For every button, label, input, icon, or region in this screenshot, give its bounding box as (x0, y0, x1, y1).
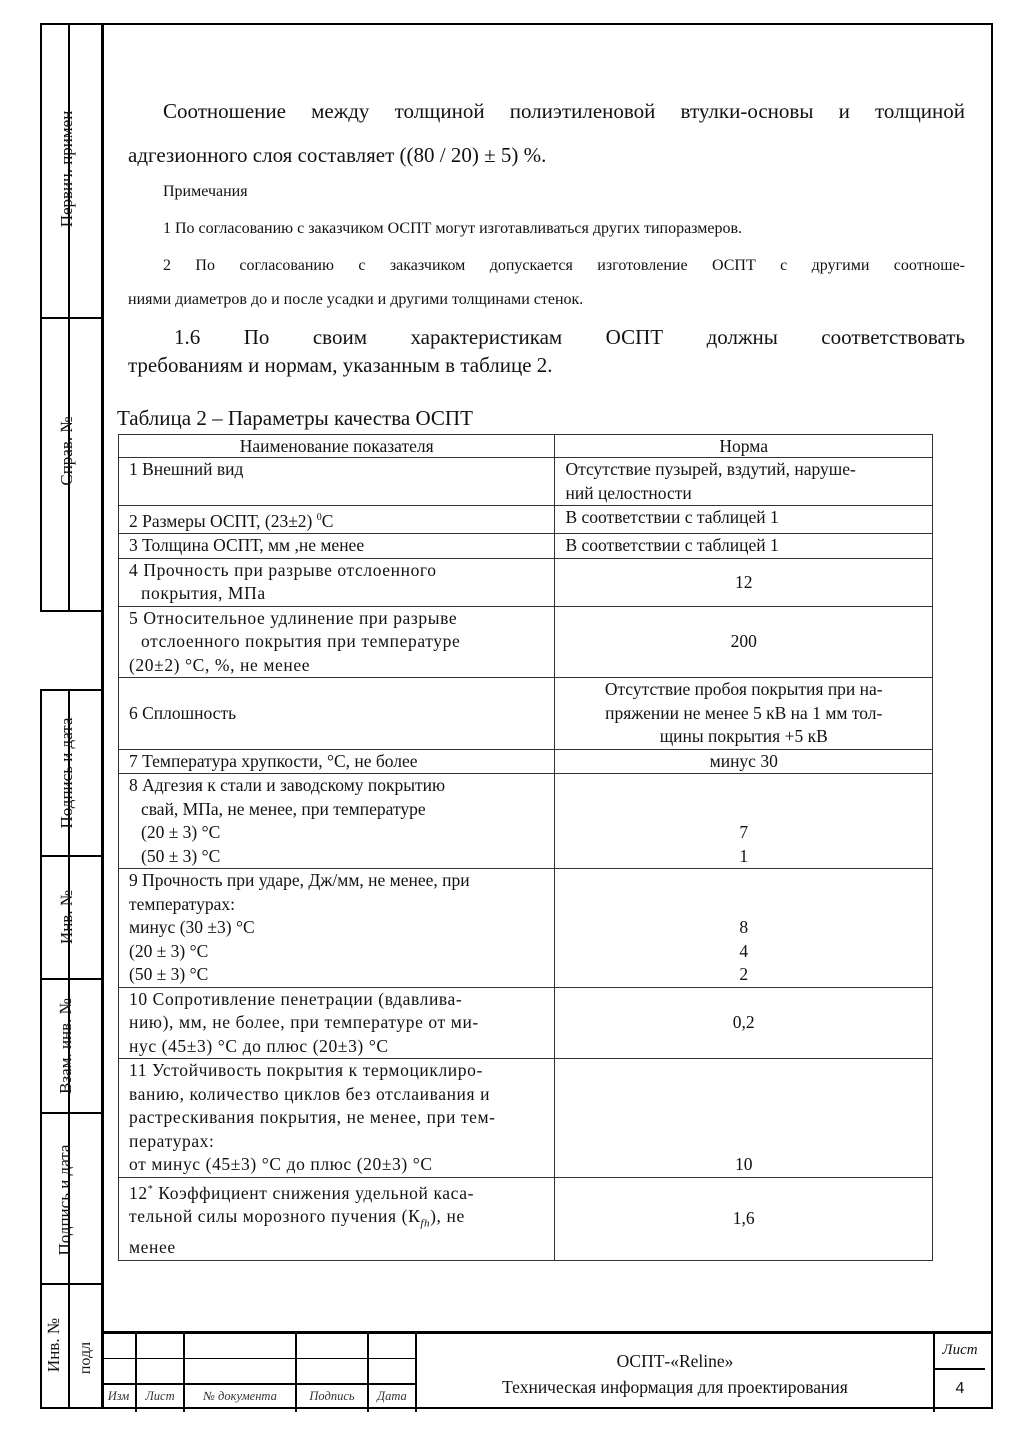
stamp-cell-perv-primen (40, 23, 103, 319)
stamp-label: Инв. № (57, 889, 76, 945)
row-name: (20 ± 3) °С (141, 822, 221, 843)
table-row (119, 774, 933, 869)
row-name: (20±2) °С, %, не менее (129, 654, 311, 675)
header-indicator-name: Наименование показателя (119, 435, 555, 458)
paragraph-1-6-line2: требованиям и нормам, указанным в таблице 2. (128, 353, 553, 377)
row-norm: 1,6 (732, 1207, 755, 1228)
degree-superscript: 0 (316, 512, 322, 523)
header-norm: Норма (555, 435, 933, 458)
stamp-cell-inv-no (40, 855, 103, 980)
sheet-label: Лист (942, 1342, 978, 1358)
row-name: нию), мм, не более, при температуре от ми- (129, 1012, 479, 1033)
row-norm: щины покрытия +5 кВ (659, 726, 828, 747)
table-row (119, 987, 933, 1059)
row-name: С (321, 510, 334, 531)
row-norm: В соответствии с таблицей 1 (565, 535, 779, 556)
stamp-label: Подпись и дата (55, 1144, 74, 1256)
table-row (119, 1177, 933, 1260)
note-2-line1: 2 По согласованию с заказчиком допускается изготовление ОСПТ с другими соотноше- (163, 257, 965, 274)
row-norm: 1 (739, 845, 749, 866)
row-norm: 0,2 (732, 1012, 755, 1033)
stamp-label: Первич. примен (57, 110, 76, 228)
table-row (119, 678, 933, 750)
table-row (119, 606, 933, 678)
row-name: температурах: (129, 893, 235, 914)
title-col-date: Дата (377, 1389, 407, 1403)
row-name: свай, МПа, не менее, при температуре (141, 798, 426, 819)
table-row (119, 558, 933, 606)
table-row (119, 506, 933, 534)
row-norm: ний целостности (565, 482, 692, 503)
row-norm: 200 (730, 631, 757, 652)
stamp-label: Справ. № (57, 416, 76, 486)
row-name: менее (129, 1237, 176, 1258)
notes-title: Примечания (163, 183, 248, 200)
row-name: 11 Устойчивость покрытия к термоциклиро- (129, 1060, 483, 1081)
table-row (119, 749, 933, 774)
table-caption: Таблица 2 – Параметры качества ОСПТ (117, 406, 473, 430)
paragraph-1-6-line1: 1.6 По своим характеристикам ОСПТ должны соответствовать (174, 325, 965, 349)
footnote-asterisk: * (147, 1183, 154, 1195)
stamp-cell-podpis-data-2 (40, 1112, 103, 1285)
row-name: 10 Сопротивление пенетрации (вдавлива- (129, 988, 463, 1009)
stamp-sublabel: подл (77, 1341, 94, 1375)
row-norm: Отсутствие пробоя покрытия при на- (604, 679, 883, 700)
frame-right-border (991, 23, 993, 1409)
stamp-cell-vzam-inv-no (40, 978, 103, 1114)
stamp-label: Подпись и дата (57, 717, 76, 829)
paragraph-ratio-line1: Соотношение между толщиной полиэтиленовой втулки-основы и толщиной (163, 99, 965, 123)
row-norm: пряжении не менее 5 кВ на 1 мм тол- (605, 702, 883, 723)
table-row (119, 534, 933, 559)
row-name: 6 Сплошность (129, 702, 237, 723)
table-row (119, 458, 933, 506)
row-name: 12 (129, 1182, 148, 1203)
table-row (119, 1059, 933, 1178)
note-2-line2: ниями диаметров до и после усадки и другими толщинами стенок. (128, 291, 584, 308)
row-name: отслоенного покрытия при температуре (141, 631, 461, 652)
stamp-cell-inv-no-podl (40, 1283, 103, 1409)
row-norm: минус 30 (709, 750, 778, 771)
row-name: ванию, количество циклов без отслаивания и (129, 1083, 491, 1104)
stamp-label: Взам. инв. № (56, 998, 75, 1094)
stamp-cell-podpis-data-1 (40, 689, 103, 857)
row-name: Коэффициент снижения удельной каса- (153, 1182, 475, 1203)
row-name: нус (45±3) °С до плюс (20±3) °С (129, 1035, 389, 1056)
document-title: ОСПТ-«Reline» (616, 1351, 734, 1371)
row-name: 8 Адгезия к стали и заводскому покрытию (129, 775, 446, 796)
row-name: пературах: (129, 1130, 215, 1151)
frame-top-border (40, 23, 993, 25)
subscript-fh: fh (420, 1217, 431, 1230)
row-norm: В соответствии с таблицей 1 (565, 507, 779, 527)
row-name: 3 Толщина ОСПТ, мм ,не менее (129, 535, 365, 556)
table-row (119, 869, 933, 988)
title-col-doc-number: № документа (203, 1389, 277, 1403)
row-name: (20 ± 3) °С (129, 940, 209, 961)
row-name: 5 Относительное удлинение при разрыве (129, 607, 458, 628)
document-subtitle: Техническая информация для проектирования (502, 1377, 848, 1397)
row-name: (50 ± 3) °С (129, 964, 209, 985)
title-col-list: Лист (145, 1389, 175, 1403)
title-col-signature: Подпись (309, 1389, 355, 1403)
row-name: (50 ± 3) °С (141, 845, 221, 866)
row-norm: Отсутствие пузырей, вздутий, наруше- (565, 459, 856, 479)
quality-parameters-table (118, 434, 933, 1261)
row-norm: 10 (734, 1154, 753, 1175)
paragraph-ratio-line2: адгезионного слоя составляет ((80 / 20) ± 5) %. (128, 143, 547, 167)
row-name: 4 Прочность при разрыве отслоенного (129, 559, 437, 580)
row-norm: 7 (739, 822, 749, 843)
row-norm: 2 (739, 964, 749, 985)
row-name: 1 Внешний вид (129, 459, 244, 479)
row-norm: 12 (734, 571, 753, 592)
row-name: растрескивания покрытия, не менее, при тем- (129, 1107, 496, 1128)
stamp-label: Инв. № (44, 1317, 63, 1373)
table-header-row (119, 435, 933, 458)
row-norm: 4 (739, 940, 749, 961)
note-1: 1 По согласованию с заказчиком ОСПТ могут изготавливаться других типоразмеров. (163, 220, 743, 237)
row-name: 2 Размеры ОСПТ, (23±2) (129, 510, 317, 531)
stamp-cell-sprav-no (40, 317, 103, 612)
sheet-number: 4 (955, 1380, 965, 1397)
row-name: 7 Температура хрупкости, °С, не более (129, 750, 418, 771)
row-norm: 8 (739, 917, 749, 938)
row-name: минус (30 ±3) °С (129, 917, 255, 938)
row-name: 9 Прочность при ударе, Дж/мм, не менее, при (129, 870, 470, 891)
row-name: покрытия, МПа (141, 583, 266, 604)
row-name: ), не (430, 1206, 465, 1227)
row-name: тельной силы морозного пучения (К (129, 1206, 421, 1227)
title-col-izm: Изм (107, 1389, 130, 1403)
row-name: от минус (45±3) °С до плюс (20±3) °С (129, 1154, 433, 1175)
